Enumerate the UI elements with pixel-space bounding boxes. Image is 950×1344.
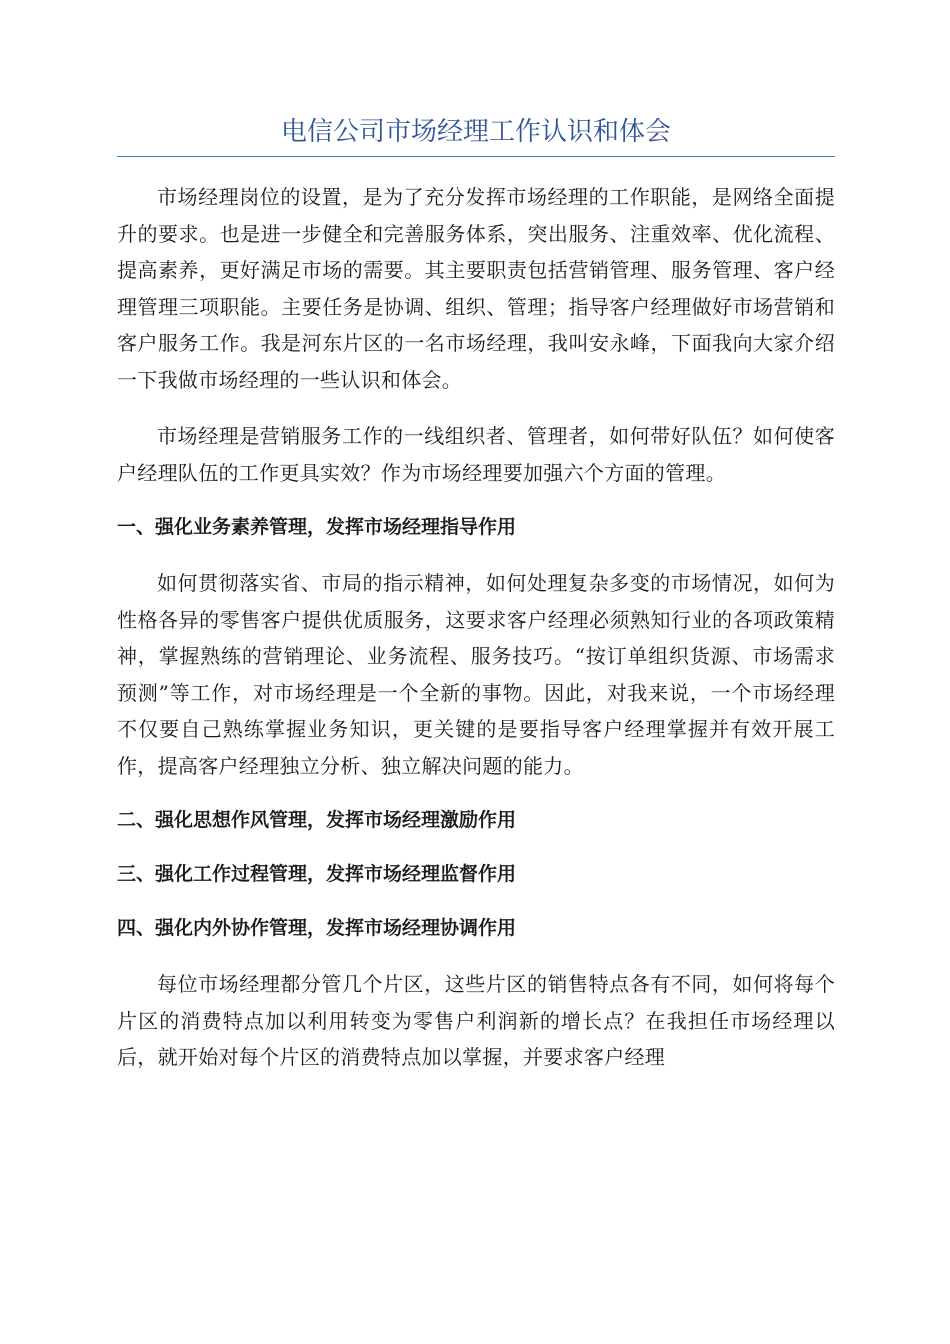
section-1-paragraph: 如何贯彻落实省、市局的指示精神，如何处理复杂多变的市场情况，如何为性格各异的零售客户提供优质服务，这要求客户经理必须熟知行业的各项政策精神，掌握熟练的营销理论、业务流程、服务技巧。“按订单组织货源、市场需求预测”等工作，对市场经理是一个全新的事物。因此，对我来说，一个市场经理不仅要自己熟练掌握业务知识，更关键的是要指导客户经理掌握并有效开展工作，提高客户经理独立分析、独立解决问题的能力。 xyxy=(117,571,835,778)
document-page xyxy=(117,112,835,1076)
overview-paragraph: 市场经理是营销服务工作的一线组织者、管理者，如何带好队伍？如何使客户经理队伍的工作更具实效？作为市场经理要加强六个方面的管理。 xyxy=(117,424,835,485)
section-heading-4: 四、强化内外协作管理，发挥市场经理协调作用 xyxy=(117,917,517,939)
document-title: 电信公司市场经理工作认识和体会 xyxy=(117,112,835,157)
section-heading-3: 三、强化工作过程管理，发挥市场经理监督作用 xyxy=(117,863,517,885)
intro-paragraph: 市场经理岗位的设置，是为了充分发挥市场经理的工作职能，是网络全面提升的要求。也是进一步健全和完善服务体系，突出服务、注重效率、优化流程、提高素养，更好满足市场的需要。其主要职责包括营销管理、服务管理、客户经理管理三项职能。主要任务是协调、组织、管理；指导客户经理做好市场营销和客户服务工作。我是河东片区的一名市场经理，我叫安永峰，下面我向大家介绍一下我做市场经理的一些认识和体会。 xyxy=(117,185,835,392)
section-4-paragraph: 每位市场经理都分管几个片区，这些片区的销售特点各有不同，如何将每个片区的消费特点加以利用转变为零售户利润新的增长点？在我担任市场经理以后，就开始对每个片区的消费特点加以掌握，并要求客户经理 xyxy=(117,972,835,1069)
section-heading-1: 一、强化业务素养管理，发挥市场经理指导作用 xyxy=(117,516,517,538)
section-heading-2: 二、强化思想作风管理，发挥市场经理激励作用 xyxy=(117,809,517,831)
